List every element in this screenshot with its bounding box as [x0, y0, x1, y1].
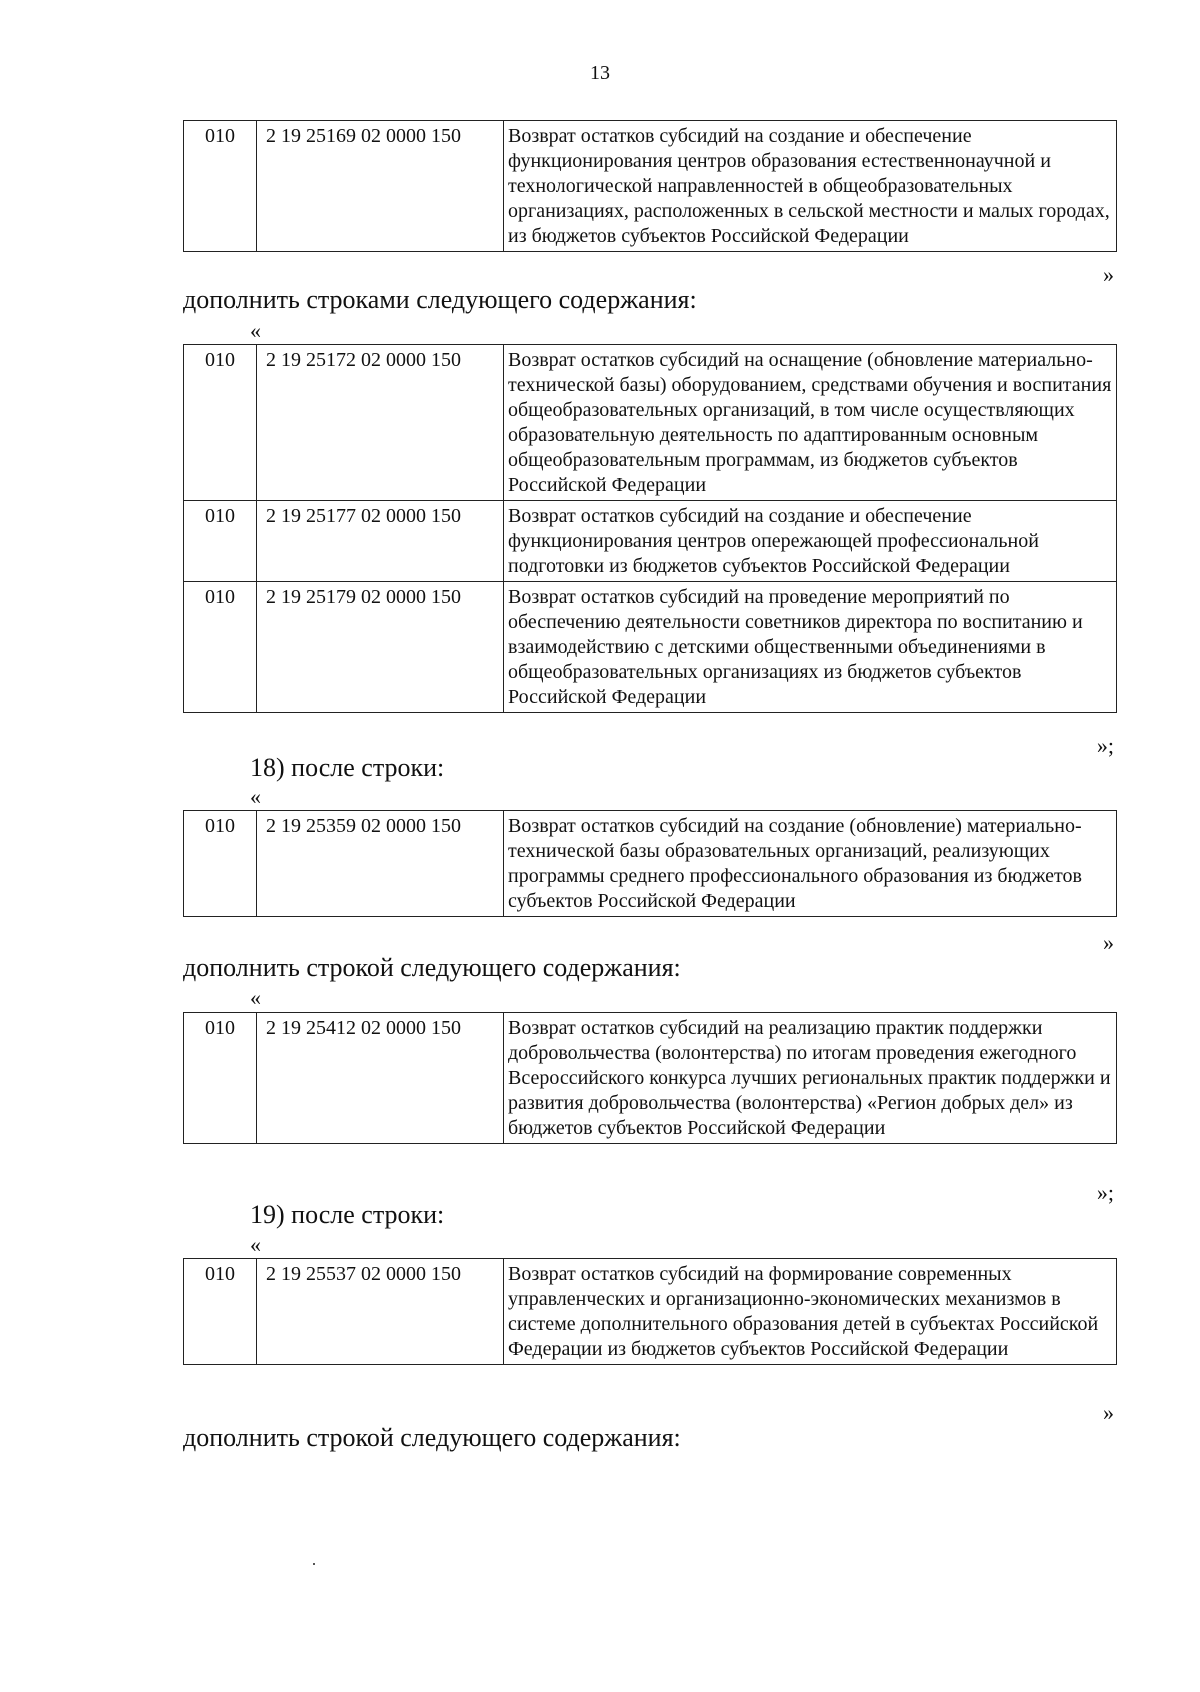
- budget-table-5: [183, 1258, 1117, 1365]
- scan-speck: [313, 1563, 315, 1565]
- admin-code-cell: 010: [184, 501, 257, 582]
- budget-table-3: [183, 810, 1117, 917]
- table-row: [184, 1013, 1117, 1144]
- admin-code-cell: 010: [184, 582, 257, 713]
- budget-code-cell: 2 19 25359 02 0000 150: [257, 811, 504, 917]
- description-cell: Возврат остатков субсидий на создание и обеспечение функционирования центров образования естественнонаучной и технологической направленностей в общеобразовательных организациях, расположенных в сельской местности и малых городах, из бюджетов субъектов Российской Федерации: [504, 121, 1117, 252]
- description-cell: Возврат остатков субсидий на реализацию практик поддержки добровольчества (волонтерства) по итогам проведения ежегодного Всероссийского конкурса лучших региональных практик поддержки и развития добровольчества (волонтерства) «Регион добрых дел» из бюджетов субъектов Российской Федерации: [504, 1013, 1117, 1144]
- budget-table-4: [183, 1012, 1117, 1144]
- amendment-instruction: дополнить строкой следующего содержания:: [183, 1423, 681, 1452]
- amendment-instruction: дополнить строками следующего содержания:: [183, 285, 697, 314]
- page-number: 13: [590, 62, 610, 84]
- table-row: [184, 1259, 1117, 1365]
- admin-code-cell: 010: [184, 121, 257, 252]
- amendment-instruction: дополнить строкой следующего содержания:: [183, 953, 681, 982]
- budget-table-1: [183, 120, 1117, 252]
- closing-quote: »;: [1096, 733, 1114, 758]
- budget-code-cell: 2 19 25177 02 0000 150: [257, 501, 504, 582]
- opening-quote: «: [250, 318, 261, 343]
- budget-code-cell: 2 19 25169 02 0000 150: [257, 121, 504, 252]
- description-cell: Возврат остатков субсидий на создание (обновление) материально-технической базы образовательных организаций, реализующих программы среднего профессионального образования из бюджетов субъектов Российской Федерации: [504, 811, 1117, 917]
- admin-code-cell: 010: [184, 1013, 257, 1144]
- budget-table-2: [183, 344, 1117, 713]
- closing-quote: »: [1103, 930, 1114, 955]
- budget-code-cell: 2 19 25412 02 0000 150: [257, 1013, 504, 1144]
- table-row: [184, 501, 1117, 582]
- admin-code-cell: 010: [184, 345, 257, 501]
- budget-code-cell: 2 19 25179 02 0000 150: [257, 582, 504, 713]
- budget-code-cell: 2 19 25537 02 0000 150: [257, 1259, 504, 1365]
- closing-quote: »: [1103, 262, 1114, 287]
- budget-code-cell: 2 19 25172 02 0000 150: [257, 345, 504, 501]
- admin-code-cell: 010: [184, 1259, 257, 1365]
- table-row: [184, 811, 1117, 917]
- table-row: [184, 121, 1117, 252]
- description-cell: Возврат остатков субсидий на оснащение (обновление материально-технической базы) оборудованием, средствами обучения и воспитания общеобразовательных организаций, в том числе осуществляющих образовательную деятельность по адаптированным основным общеобразовательным программам, из бюджетов субъектов Российской Федерации: [504, 345, 1117, 501]
- closing-quote: »: [1103, 1400, 1114, 1425]
- opening-quote: «: [250, 985, 261, 1010]
- description-cell: Возврат остатков субсидий на создание и обеспечение функционирования центров опережающей профессиональной подготовки из бюджетов субъектов Российской Федерации: [504, 501, 1117, 582]
- closing-quote: »;: [1096, 1180, 1114, 1205]
- description-cell: Возврат остатков субсидий на проведение мероприятий по обеспечению деятельности советников директора по воспитанию и взаимодействию с детскими общественными объединениями в общеобразовательных организациях из бюджетов субъектов Российской Федерации: [504, 582, 1117, 713]
- amendment-item-18: 18) после строки:: [250, 753, 445, 782]
- opening-quote: «: [250, 1232, 261, 1257]
- admin-code-cell: 010: [184, 811, 257, 917]
- table-row: [184, 582, 1117, 713]
- table-row: [184, 345, 1117, 501]
- amendment-item-19: 19) после строки:: [250, 1200, 445, 1229]
- opening-quote: «: [250, 784, 261, 809]
- description-cell: Возврат остатков субсидий на формирование современных управленческих и организационно-экономических механизмов в системе дополнительного образования детей в субъектах Российской Федерации из бюджетов субъектов Российской Федерации: [504, 1259, 1117, 1365]
